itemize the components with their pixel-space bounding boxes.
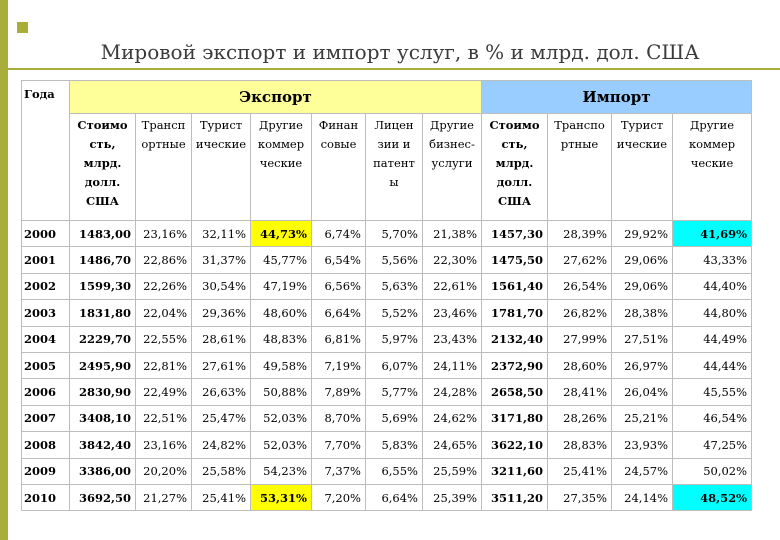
value-cell: 3622,10 (482, 432, 548, 458)
year-cell: 2000 (22, 221, 70, 247)
value-cell: 3692,50 (70, 484, 136, 510)
value-cell: 3211,60 (482, 458, 548, 484)
year-cell: 2001 (22, 247, 70, 273)
value-cell: 6,64% (366, 484, 423, 510)
value-cell: 48,52% (673, 484, 752, 510)
value-cell: 54,23% (251, 458, 312, 484)
year-cell: 2006 (22, 379, 70, 405)
value-cell: 22,26% (136, 273, 192, 299)
value-cell: 2372,90 (482, 352, 548, 378)
export-header: Экспорт (70, 81, 482, 114)
value-cell: 7,70% (312, 432, 366, 458)
value-cell: 3408,10 (70, 405, 136, 431)
value-cell: 44,44% (673, 352, 752, 378)
value-cell: 23,46% (423, 300, 482, 326)
value-cell: 44,49% (673, 326, 752, 352)
value-cell: 27,62% (548, 247, 612, 273)
value-cell: 5,56% (366, 247, 423, 273)
value-cell: 32,11% (192, 221, 251, 247)
value-cell: 41,69% (673, 221, 752, 247)
value-cell: 25,41% (192, 484, 251, 510)
value-cell: 23,43% (423, 326, 482, 352)
value-cell: 6,07% (366, 352, 423, 378)
value-cell: 50,88% (251, 379, 312, 405)
column-header: Другие бизнес- услуги (423, 114, 482, 221)
value-cell: 23,93% (612, 432, 673, 458)
value-cell: 24,82% (192, 432, 251, 458)
value-cell: 46,54% (673, 405, 752, 431)
year-header: Года (22, 81, 70, 221)
column-header: Финан совые (312, 114, 366, 221)
table-row (22, 300, 752, 326)
value-cell: 20,20% (136, 458, 192, 484)
value-cell: 1486,70 (70, 247, 136, 273)
value-cell: 25,59% (423, 458, 482, 484)
table-row (22, 432, 752, 458)
value-cell: 27,51% (612, 326, 673, 352)
slide-bullet (17, 22, 28, 33)
value-cell: 1483,00 (70, 221, 136, 247)
value-cell: 26,54% (548, 273, 612, 299)
column-header: Турист ические (192, 114, 251, 221)
value-cell: 1599,30 (70, 273, 136, 299)
value-cell: 22,55% (136, 326, 192, 352)
value-cell: 24,62% (423, 405, 482, 431)
value-cell: 5,63% (366, 273, 423, 299)
value-cell: 27,99% (548, 326, 612, 352)
column-header: Стоимо сть, млрд. долл. США (70, 114, 136, 221)
value-cell: 28,39% (548, 221, 612, 247)
value-cell: 47,19% (251, 273, 312, 299)
value-cell: 43,33% (673, 247, 752, 273)
column-header: Другие коммер ческие (673, 114, 752, 221)
year-cell: 2007 (22, 405, 70, 431)
value-cell: 47,25% (673, 432, 752, 458)
value-cell: 21,27% (136, 484, 192, 510)
value-cell: 29,06% (612, 273, 673, 299)
value-cell: 7,89% (312, 379, 366, 405)
value-cell: 5,77% (366, 379, 423, 405)
value-cell: 6,55% (366, 458, 423, 484)
value-cell: 29,06% (612, 247, 673, 273)
value-cell: 7,19% (312, 352, 366, 378)
value-cell: 5,70% (366, 221, 423, 247)
value-cell: 45,55% (673, 379, 752, 405)
column-header: Стоимо сть, млрд. долл. США (482, 114, 548, 221)
value-cell: 5,52% (366, 300, 423, 326)
value-cell: 24,28% (423, 379, 482, 405)
table-row (22, 221, 752, 247)
import-header: Импорт (482, 81, 752, 114)
value-cell: 23,16% (136, 221, 192, 247)
value-cell: 45,77% (251, 247, 312, 273)
value-cell: 48,60% (251, 300, 312, 326)
value-cell: 26,82% (548, 300, 612, 326)
value-cell: 3842,40 (70, 432, 136, 458)
value-cell: 44,80% (673, 300, 752, 326)
value-cell: 30,54% (192, 273, 251, 299)
value-cell: 3511,20 (482, 484, 548, 510)
table-row (22, 352, 752, 378)
value-cell: 22,04% (136, 300, 192, 326)
table-row (22, 273, 752, 299)
value-cell: 2132,40 (482, 326, 548, 352)
year-cell: 2002 (22, 273, 70, 299)
table-row (22, 405, 752, 431)
value-cell: 2830,90 (70, 379, 136, 405)
value-cell: 6,81% (312, 326, 366, 352)
value-cell: 6,64% (312, 300, 366, 326)
value-cell: 6,54% (312, 247, 366, 273)
value-cell: 21,38% (423, 221, 482, 247)
value-cell: 22,61% (423, 273, 482, 299)
value-cell: 27,61% (192, 352, 251, 378)
table-row (22, 484, 752, 510)
services-trade-table (21, 80, 752, 511)
value-cell: 50,02% (673, 458, 752, 484)
value-cell: 22,49% (136, 379, 192, 405)
value-cell: 2229,70 (70, 326, 136, 352)
value-cell: 25,39% (423, 484, 482, 510)
value-cell: 26,63% (192, 379, 251, 405)
column-header: Лицен зии и патент ы (366, 114, 423, 221)
value-cell: 24,14% (612, 484, 673, 510)
value-cell: 28,26% (548, 405, 612, 431)
value-cell: 6,56% (312, 273, 366, 299)
value-cell: 27,35% (548, 484, 612, 510)
value-cell: 31,37% (192, 247, 251, 273)
year-cell: 2010 (22, 484, 70, 510)
value-cell: 6,74% (312, 221, 366, 247)
value-cell: 52,03% (251, 432, 312, 458)
value-cell: 22,30% (423, 247, 482, 273)
value-cell: 24,11% (423, 352, 482, 378)
value-cell: 7,20% (312, 484, 366, 510)
slide-title: Мировой экспорт и импорт услуг, в % и млрд. дол. США (100, 40, 700, 64)
value-cell: 22,86% (136, 247, 192, 273)
table-row (22, 247, 752, 273)
table-row (22, 458, 752, 484)
value-cell: 24,65% (423, 432, 482, 458)
value-cell: 26,04% (612, 379, 673, 405)
value-cell: 26,97% (612, 352, 673, 378)
value-cell: 23,16% (136, 432, 192, 458)
value-cell: 53,31% (251, 484, 312, 510)
column-header: Другие коммер ческие (251, 114, 312, 221)
value-cell: 24,57% (612, 458, 673, 484)
value-cell: 28,83% (548, 432, 612, 458)
value-cell: 28,61% (192, 326, 251, 352)
value-cell: 2658,50 (482, 379, 548, 405)
year-cell: 2009 (22, 458, 70, 484)
year-cell: 2005 (22, 352, 70, 378)
value-cell: 28,38% (612, 300, 673, 326)
title-underline (0, 68, 780, 70)
value-cell: 1781,70 (482, 300, 548, 326)
value-cell: 25,58% (192, 458, 251, 484)
value-cell: 25,41% (548, 458, 612, 484)
value-cell: 5,97% (366, 326, 423, 352)
value-cell: 5,69% (366, 405, 423, 431)
value-cell: 48,83% (251, 326, 312, 352)
value-cell: 25,21% (612, 405, 673, 431)
table-row (22, 326, 752, 352)
value-cell: 28,60% (548, 352, 612, 378)
column-header: Транспо ртные (548, 114, 612, 221)
value-cell: 3171,80 (482, 405, 548, 431)
value-cell: 44,73% (251, 221, 312, 247)
value-cell: 25,47% (192, 405, 251, 431)
value-cell: 1475,50 (482, 247, 548, 273)
column-header: Трансп ортные (136, 114, 192, 221)
value-cell: 52,03% (251, 405, 312, 431)
year-cell: 2004 (22, 326, 70, 352)
value-cell: 22,81% (136, 352, 192, 378)
value-cell: 1561,40 (482, 273, 548, 299)
column-header: Турист ические (612, 114, 673, 221)
table-row (22, 379, 752, 405)
value-cell: 22,51% (136, 405, 192, 431)
value-cell: 28,41% (548, 379, 612, 405)
value-cell: 3386,00 (70, 458, 136, 484)
year-cell: 2003 (22, 300, 70, 326)
value-cell: 7,37% (312, 458, 366, 484)
value-cell: 49,58% (251, 352, 312, 378)
value-cell: 5,83% (366, 432, 423, 458)
value-cell: 44,40% (673, 273, 752, 299)
value-cell: 1457,30 (482, 221, 548, 247)
year-cell: 2008 (22, 432, 70, 458)
value-cell: 29,36% (192, 300, 251, 326)
value-cell: 29,92% (612, 221, 673, 247)
value-cell: 1831,80 (70, 300, 136, 326)
left-accent-bar (0, 0, 8, 540)
value-cell: 8,70% (312, 405, 366, 431)
value-cell: 2495,90 (70, 352, 136, 378)
